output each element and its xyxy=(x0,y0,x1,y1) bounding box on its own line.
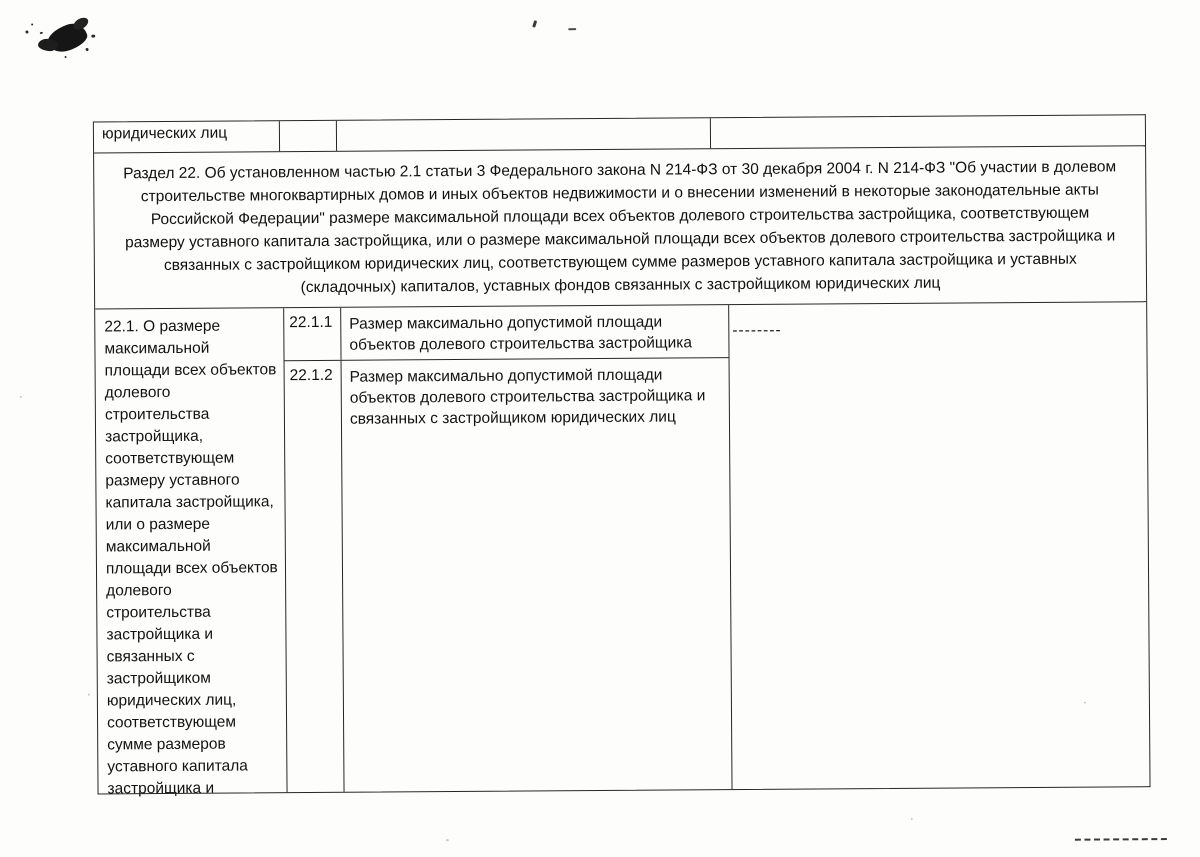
item-label: Размер максимально допустимой площади объектов долевого строительства застройщика xyxy=(340,305,728,360)
ink-stain xyxy=(21,7,109,71)
scan-speck xyxy=(1084,702,1086,704)
empty-cell xyxy=(336,118,710,151)
ink-speck xyxy=(91,34,95,38)
empty-cell xyxy=(279,121,336,151)
section-header-row xyxy=(94,145,1146,308)
item-number: 22.1.1 xyxy=(289,313,333,332)
table-row-22-1 xyxy=(95,301,1149,798)
ink-speck xyxy=(85,48,88,51)
values-column xyxy=(728,302,1149,789)
ink-speck xyxy=(31,23,33,25)
scan-speck xyxy=(446,839,449,841)
scan-speck xyxy=(911,818,913,820)
scan-speck xyxy=(20,396,22,398)
topic-cell-22-1: 22.1. О размере максимальной площади всех объектов долевого строительства застройщика, соответствующем размеру уставного капитала застройщика, или о размере максимальной площади всех объектов долевого строительства застройщика и связанных с застройщиком юридических лиц, соответствующем сумме размеров уставного капитала застройщика и xyxy=(104,317,278,798)
continuation-text-cell: юридических лиц xyxy=(101,124,228,143)
empty-cell xyxy=(710,115,1145,148)
scan-mark xyxy=(532,20,537,28)
item-row-22-1-1 xyxy=(284,305,728,360)
ink-speck xyxy=(25,30,28,33)
project-declaration-table xyxy=(93,114,1151,798)
ink-speck xyxy=(40,32,43,35)
item-row-22-1-2 xyxy=(285,357,732,792)
item-value-22-1-1: -------- xyxy=(732,321,782,340)
ink-speck xyxy=(64,56,66,58)
scan-mark xyxy=(568,28,576,30)
section-22-header: Раздел 22. Об установленном частью 2.1 статьи 3 Федерального закона N 214-ФЗ от 30 декабря 2004 г. N 214-ФЗ "Об участии в долевом строительстве многоквартирных домов и иных объектов недвижимости и о внесении изменений в некоторые законодательные акты Российской Федерации" размере максимальной площади всех объектов долевого строительства застройщика, соответствующем размеру уставного капитала застройщика, или о размере максимальной площади всех объектов долевого строительства застройщика и связанных с застройщиком юридических лиц, соответствующем сумме размеров уставного капитала застройщика и уставных (складочных) капиталов, уставных фондов связанных с застройщиком юридических лиц xyxy=(123,158,1117,297)
dashed-line-mark xyxy=(1075,838,1167,841)
item-number: 22.1.2 xyxy=(289,366,333,385)
sub-items-column xyxy=(283,305,731,792)
scan-speck xyxy=(88,694,90,696)
item-label: Размер максимально допустимой площади объектов долевого строительства застройщика и связанных с застройщиком юридических лиц xyxy=(341,358,732,792)
item-value-22-1-2 xyxy=(730,354,1150,789)
